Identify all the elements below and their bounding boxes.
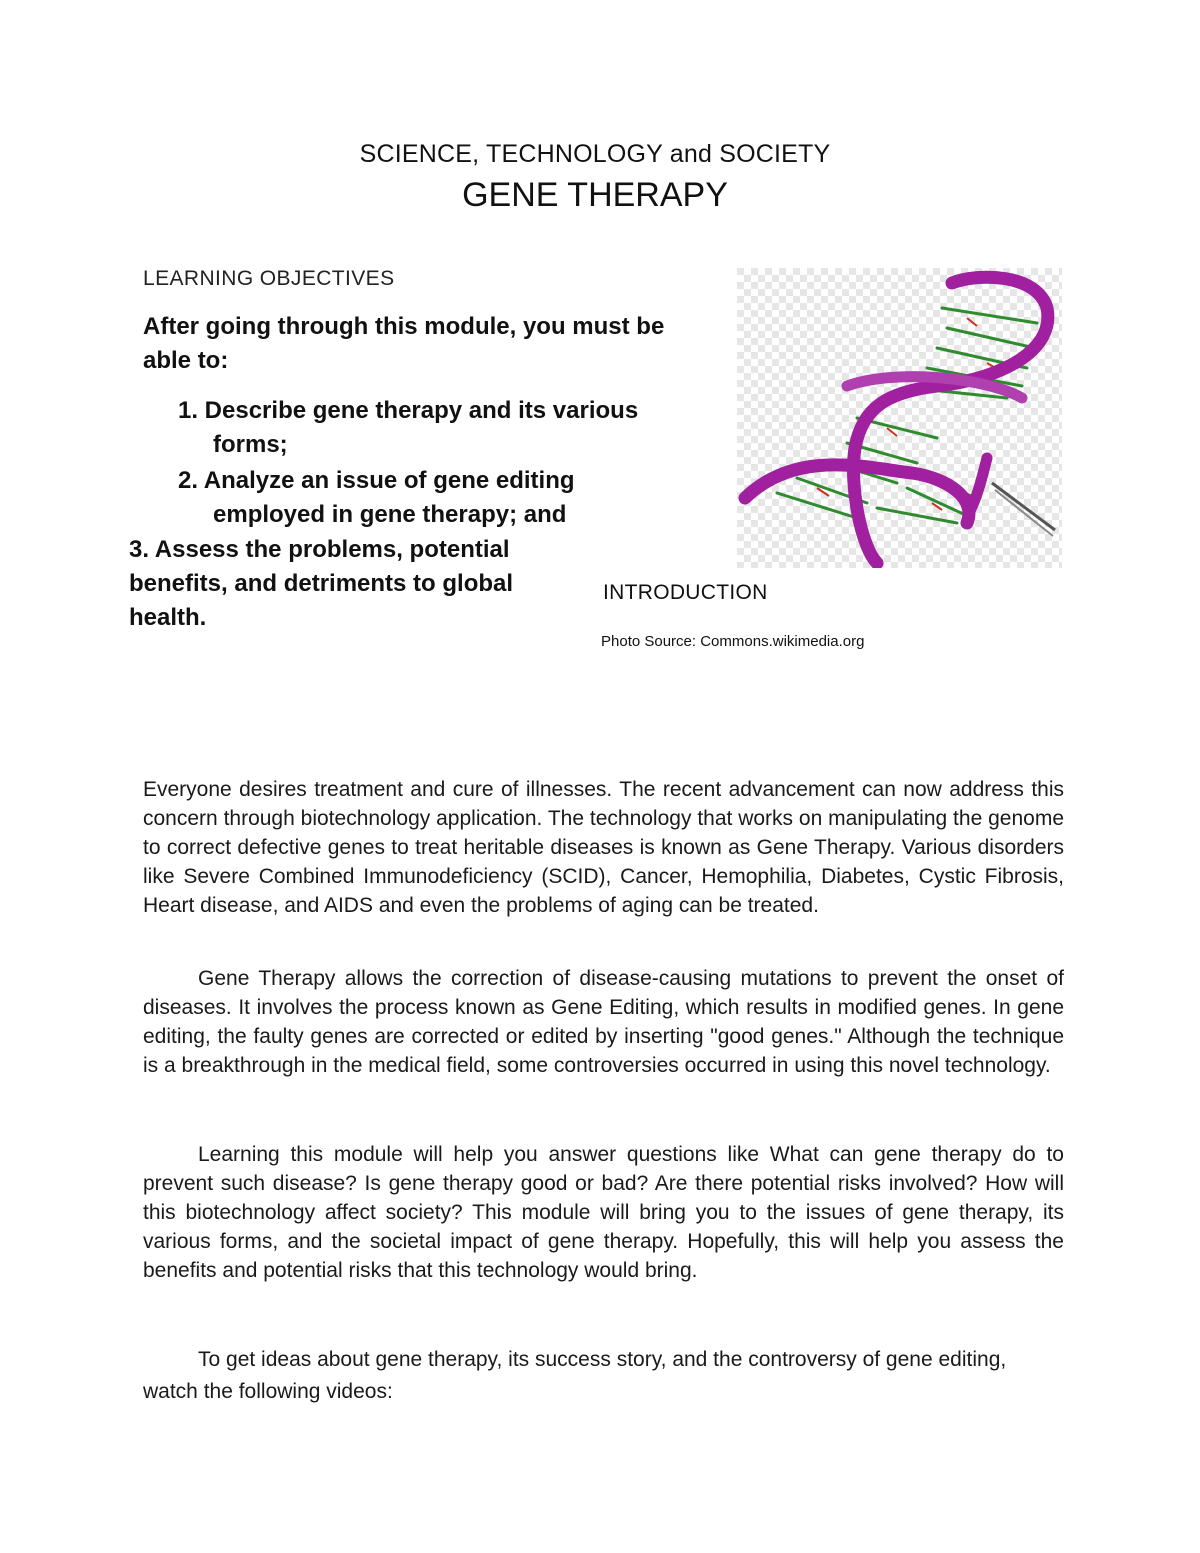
learning-objectives-heading: LEARNING OBJECTIVES bbox=[143, 267, 395, 290]
document-title: GENE THERAPY bbox=[462, 176, 728, 214]
objective-item-3: 3. Assess the problems, potential benefits, and detriments to global health. bbox=[129, 536, 514, 631]
intro-paragraph-3 bbox=[143, 1140, 1064, 1285]
intro-paragraph-4-text: To get ideas about gene therapy, its success story, and the controversy of gene editing, watch the following videos: bbox=[143, 1348, 1007, 1403]
objective-item-2: 2. Analyze an issue of gene editing bbox=[178, 467, 575, 494]
photo-source-caption: Photo Source: Commons.wikimedia.org bbox=[601, 633, 865, 650]
objectives-lead: After going through this module, you must be able to: bbox=[143, 313, 665, 374]
intro-paragraph-1: Everyone desires treatment and cure of illnesses. The recent advancement can now address this concern through biotechnology application. The technology that works on manipulating the genome to correct defective genes to treat heritable diseases is known as Gene Therapy. Various disorders like Severe Combined Immunodeficiency (SCID), Cancer, Hemophilia, Diabetes, Cystic Fibrosis, Heart disease, and AIDS and even the problems of aging can be treated. bbox=[143, 778, 1064, 917]
intro-paragraph-3-text: Learning this module will help you answer questions like What can gene therapy do to prevent such disease? Is gene therapy good or bad? Are there potential risks involved? How will this biotechnology affect society? This module will bring you to the issues of gene therapy, its various forms, and the societal impact of gene therapy. Hopefully, this will help you assess the benefits and potential risks that this technology would bring. bbox=[143, 1143, 1064, 1282]
introduction-heading: INTRODUCTION bbox=[603, 581, 768, 604]
intro-paragraph-2-text: Gene Therapy allows the correction of disease-causing mutations to prevent the onset of diseases. It involves the process known as Gene Editing, which results in modified genes. In gene editing, the faulty genes are corrected or edited by inserting "good genes." Although the technique is a breakthrough in the medical field, some controversies occurred in using this novel technology. bbox=[143, 967, 1064, 1077]
objective-item-1-continuation: forms; bbox=[213, 431, 288, 458]
course-title: SCIENCE, TECHNOLOGY and SOCIETY bbox=[359, 140, 831, 168]
dna-double-helix-icon bbox=[737, 268, 1062, 568]
intro-paragraph-4 bbox=[143, 1344, 1064, 1408]
objective-item-2-continuation: employed in gene therapy; and bbox=[213, 501, 567, 528]
intro-paragraph-2 bbox=[143, 964, 1064, 1080]
objective-item-1: 1. Describe gene therapy and its various bbox=[178, 397, 639, 424]
dna-image bbox=[737, 268, 1062, 568]
